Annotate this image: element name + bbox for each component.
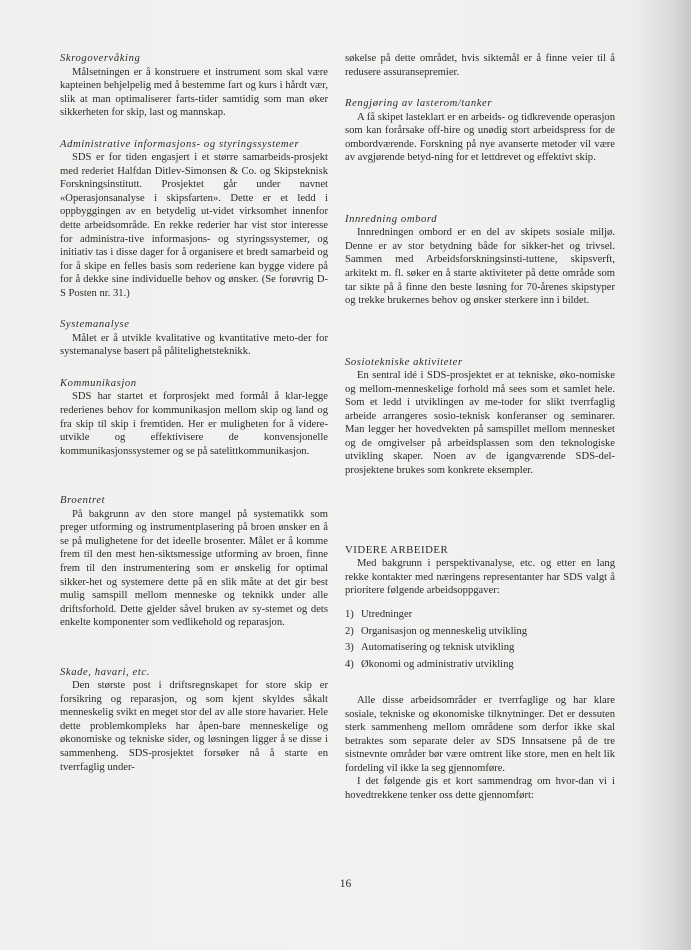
section-heading: Systemanalyse xyxy=(60,319,130,331)
section-broentret xyxy=(60,494,328,629)
section-paragraph: I det følgende gis et kort sammendrag om hvor-dan vi i hovedtrekkene tenker oss dette gjennomført: xyxy=(345,776,615,801)
section-paragraph: SDS har startet et forprosjekt med formål å klar-legge rederienes behov for kommunikasjon mellom skip og land og fra skip til skip i fremtiden. Her er muligheten for å videre-utvikle og effektivisere de konvensjonelle kommunikasjonssystemer og se på satelittkommunikasjon. xyxy=(60,391,328,457)
section-heading: Kommunikasjon xyxy=(60,377,137,389)
section-paragraph: A få skipet lasteklart er en arbeids- og tidkrevende operasjon som kan forårsake off-hire og unødig stort arbeidspress for de ombordværende. Forskning på nye avanserte metoder vil være av avgjørende betyd-ning for et lettdrevet og effektivt skip. xyxy=(345,111,615,164)
section-paragraph: På bakgrunn av den store mangel på systematikk som preger utforming og instrumentplasering på broen ønsker en å se på mulighetene for det ideelle brosenter. Målet er å komme frem til den mest hen-siktsmessige utforming av broen, finne frem til den instrumentering som er ønskelig for optimal sikker-het og systemere dette på en slik måte at det gir best mulig samspill mellom menneske og teknikk under alle driftsforhold. Dette gjelder såvel bruken av sy-stemet og dets enkelte komponenter som vedlikehold og reparasjon. xyxy=(60,508,328,629)
list-item: 4) Økonomi og administrativ utvikling xyxy=(345,659,514,671)
section-heading: Innredning ombord xyxy=(345,213,438,225)
section-paragraph: Med bakgrunn i perspektivanalyse, etc. og etter en lang rekke kontakter med næringens representanter har SDS valgt å prioritere følgende arbeidsoppgaver: xyxy=(345,558,615,597)
section-innredning xyxy=(345,213,615,308)
section-videre-arbeider xyxy=(345,544,615,803)
section-heading-caps: VIDERE ARBEIDER xyxy=(345,543,449,556)
section-systemanalyse xyxy=(60,318,328,359)
section-rengjoring xyxy=(345,97,615,165)
task-list xyxy=(345,608,615,672)
section-paragraph: Målet er å utvikle kvalitative og kvantitative meto-der for systemanalyse basert på pålitelighetsteknikk. xyxy=(60,332,328,358)
section-paragraph: Alle disse arbeidsområder er tverrfaglige og har klare sosiale, tekniske og økonomiske tilknytninger. Det er dessuten sterk sammenheng mellom områdene som derfor ikke skal betraktes som separate deler av SDS Innsatsene på de tre sistnevnte områder bør være omtrent like store, men en helt lik fordeling vil ikke la seg gjennomføre. xyxy=(345,694,615,774)
section-skrogovervaking xyxy=(60,52,328,120)
continuation-paragraph: søkelse på dette området, hvis siktemål er å finne veier til å redusere assuransepremier. xyxy=(345,53,615,78)
list-item: 3) Automatisering og teknisk utvikling xyxy=(345,642,515,654)
section-paragraph: Den største post i driftsregnskapet for store skip er forsikring og reparasjon, og som kjent skyldes såkalt menneskelig svikt en meget stor del av alle store havarier. Hele dette problemkompleks har åpen-bare menneskelige og økonomiske og tekniske sider, og løsningen ligger å se disse i sammenheng. SDS-prosjektet forsøker nå å starte en tverrfaglig under- xyxy=(60,680,328,773)
section-heading: Sosiotekniske aktiviteter xyxy=(345,356,463,368)
section-sosiotekniske xyxy=(345,356,615,478)
section-paragraph: Innredningen ombord er en del av skipets sosiale miljø. Denne er av stor betydning både for sikker-het og trivsel. Sammen med Arbeidsforskningsinsti-tuttene, skipsverft, arkitekt m. fl. søker en å starte aktiviteter på dette område som tar sikte på å finne den beste løsning for 70-årenes skipstyper og trekke brukernes behov og ønsker sterkere inn i bildet. xyxy=(345,227,615,307)
section-paragraph: Målsetningen er å konstruere et instrument som skal være kapteinen behjelpelig med å bestemme fart og kurs i hårdt vær, slik at man optimaliserer farts-tider samtidig som man øker sikkerheten for skip, last og mannskap. xyxy=(60,66,328,119)
section-heading: Skade, havari, etc. xyxy=(60,666,150,678)
left-column xyxy=(60,52,328,792)
section-skade-havari xyxy=(60,666,328,774)
section-kommunikasjon xyxy=(60,377,328,458)
section-paragraph: En sentral idé i SDS-prosjektet er at tekniske, øko-nomiske og mellom-menneskelige forhold må sees som et samlet hele. Som et ledd i utviklingen av me-toder for slikt tverrfaglig arbeide arrangeres sosio-teknisk konferanser og seminarer. Man legger her hovedvekten på samspillet mellom mennesket og de omgivelser på arbeidsplassen som den teknologiske utvikling skaper. Noen av de igangværende SDS-del-prosjektene brukes som konkrete eksempler. xyxy=(345,370,615,477)
section-heading: Rengjøring av lasterom/tanker xyxy=(345,98,493,110)
right-column xyxy=(345,52,615,820)
section-continuation xyxy=(345,52,615,79)
section-heading: Skrogovervåking xyxy=(60,53,141,64)
list-item: 2) Organisasjon og menneskelig utvikling xyxy=(345,625,528,637)
section-heading: Administrative informasjons- og styringssystemer xyxy=(60,138,300,150)
section-heading: Broentret xyxy=(60,495,106,507)
section-administrative-systemer xyxy=(60,138,328,301)
page-number: 16 xyxy=(339,878,352,890)
section-paragraph: SDS er for tiden engasjert i et større samarbeids-prosjekt med rederiet Halfdan Ditlev-Simonsen & Co. og Skipsteknisk Forskningsinstitutt. Prosjektet går under navnet «Operasjonsanalyse i skipsfarten». Dette er et ledd i oppbyggingen av en betydelig ut-videt virksomhet innenfor dette arbeidsområde. En rekke rederier har vist stor interesse for administra-tive informasjons- og styringssystemer, og initiativ tas i disse dager for å organisere et bredt samarbeid og for å skipe en felles basis som rederiene kan bygge videre på for å dekke sine individuelle behov og ønsker. (Se forøvrig D-S Posten nr. 31.) xyxy=(60,152,328,299)
list-item: 1) Utredninger xyxy=(345,608,413,620)
